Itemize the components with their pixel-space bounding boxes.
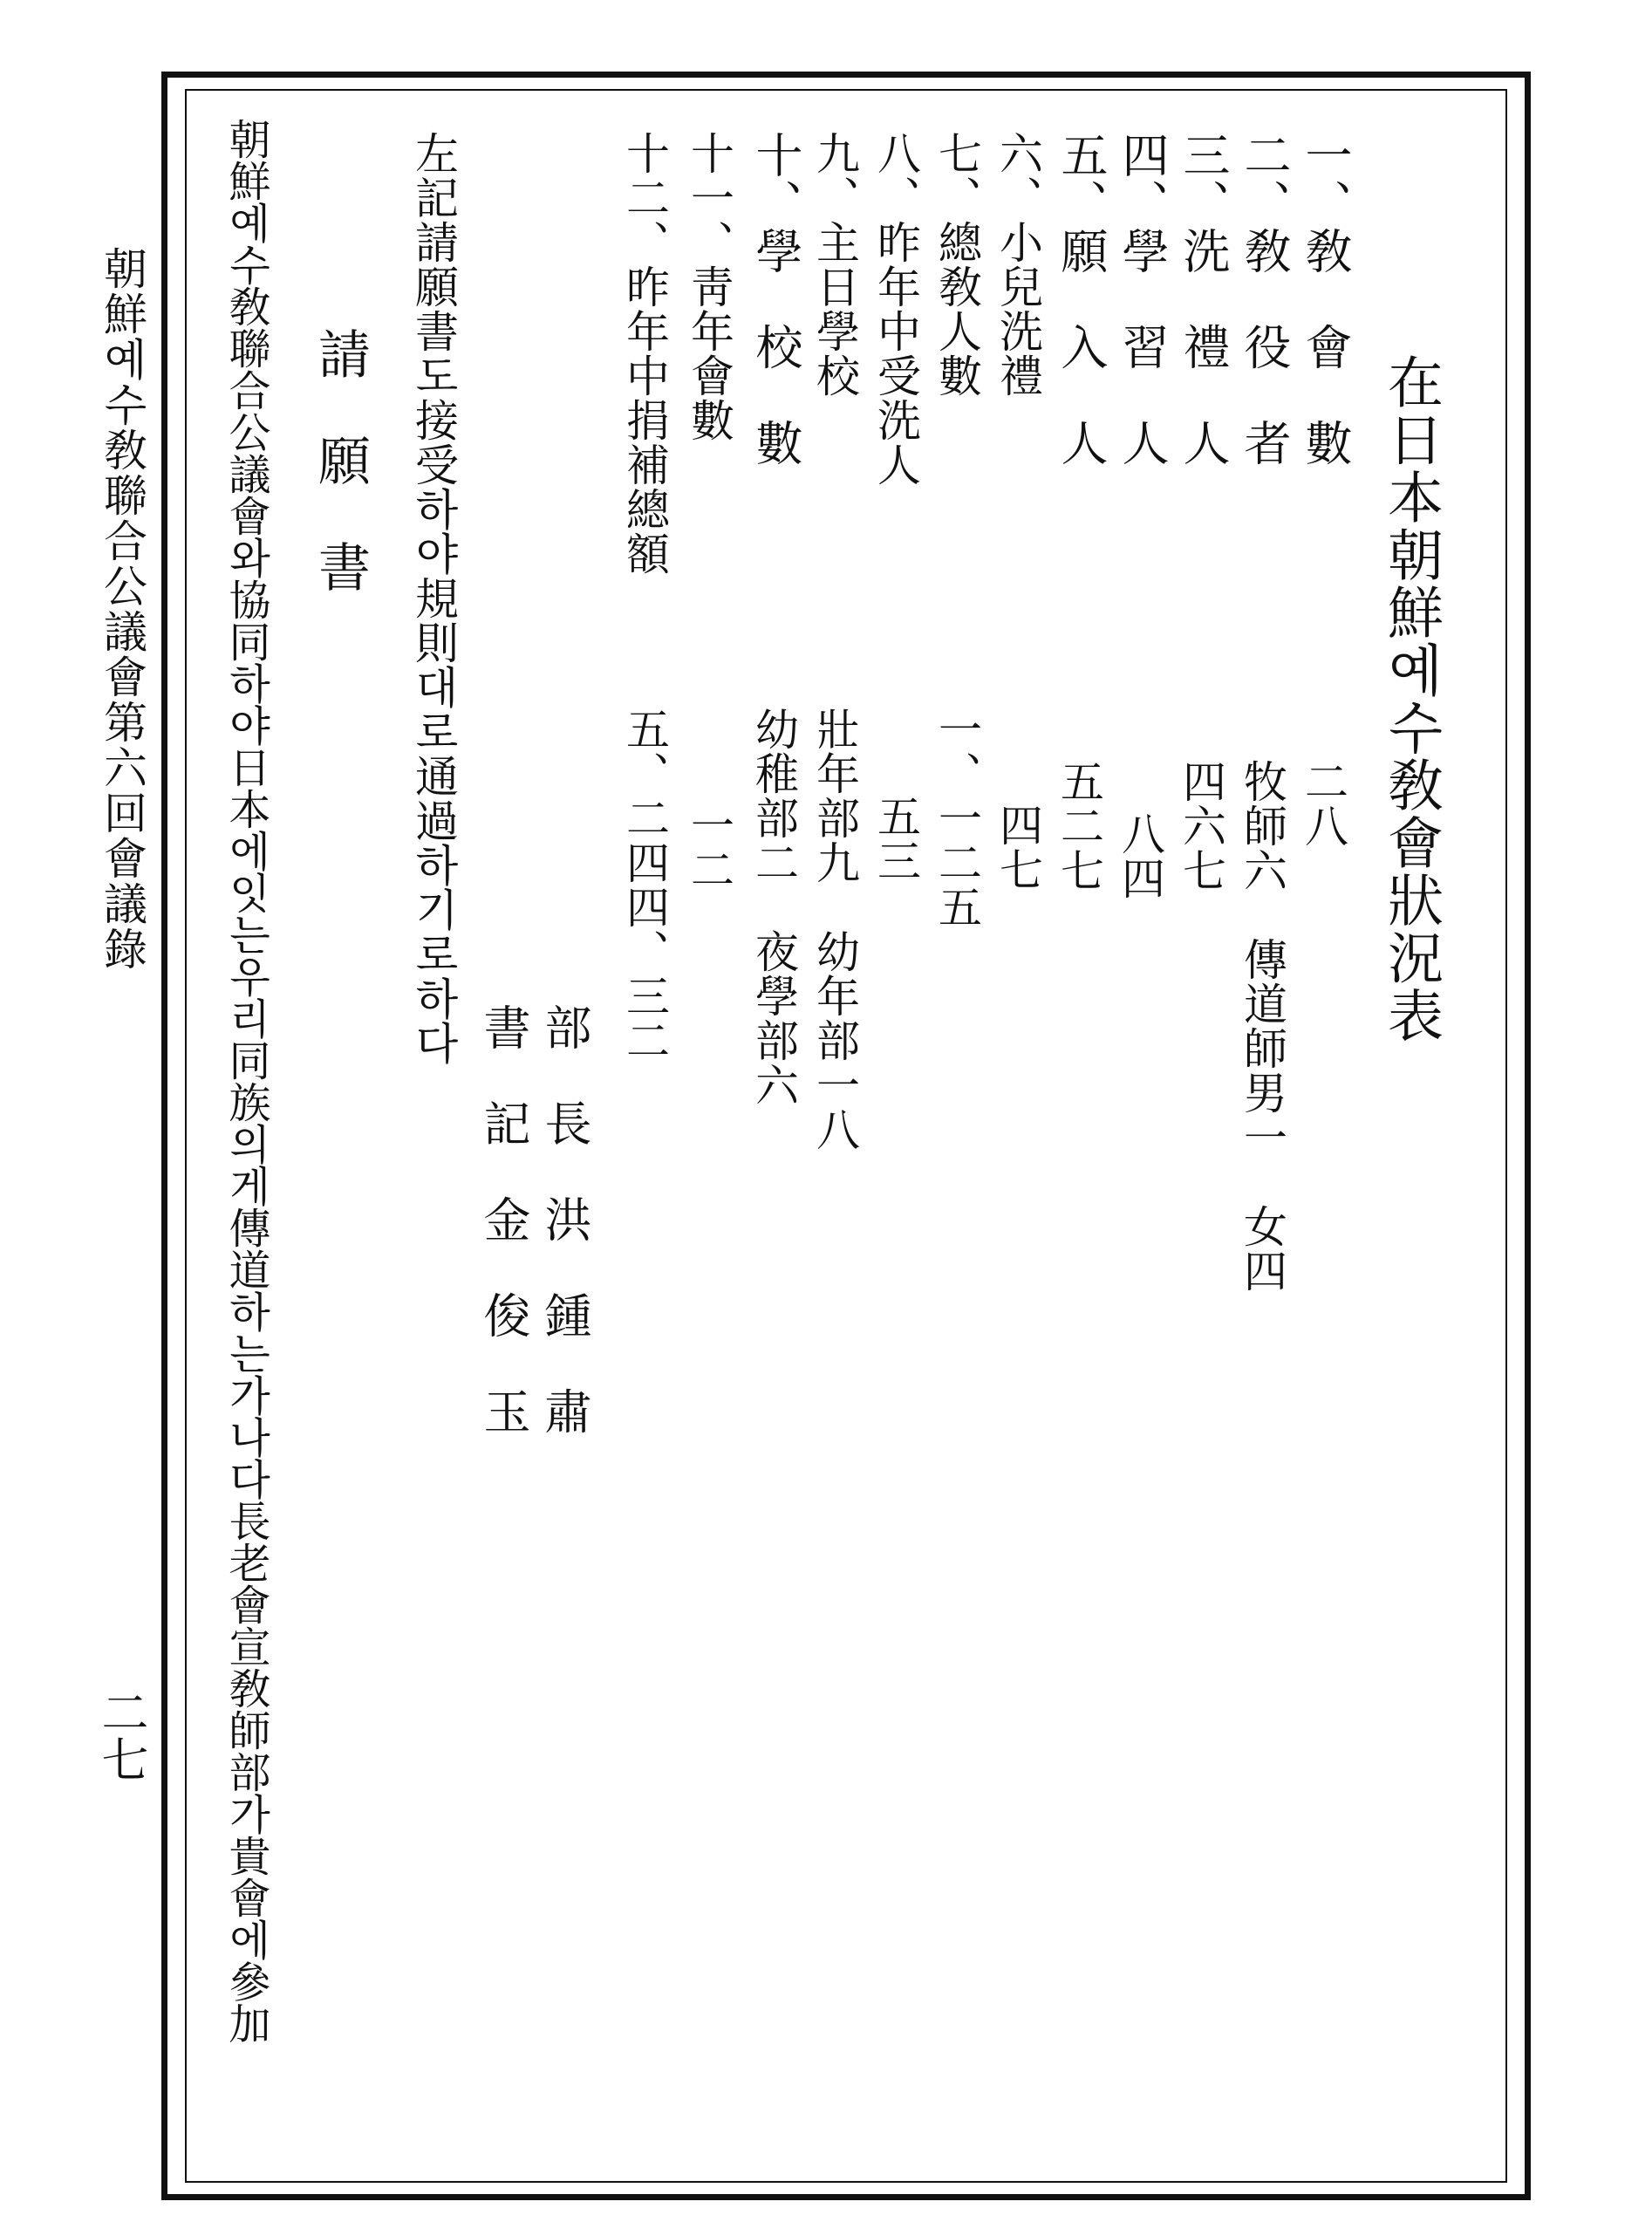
table-row-label: 十二、昨年中捐補總額	[619, 131, 670, 576]
table-row-value: 五三	[870, 794, 921, 883]
table-row-label: 十一、靑年會數	[684, 131, 734, 442]
running-head: 朝鮮예수敎聯合公議會第六回會議錄	[97, 246, 147, 972]
table-row-label: 四、學 習 人	[1115, 131, 1170, 467]
table-row-label: 三、洗 禮 人	[1176, 131, 1231, 467]
table-row-value: 五、二四四、三二	[619, 707, 670, 1063]
table-row-value: 牧師六 傳道師男一 女四	[1237, 759, 1287, 1293]
table-row-label: 九、主日學校	[809, 131, 860, 398]
table-row-label: 二、敎 役 者	[1237, 131, 1292, 467]
table-row-value: 五二七	[1054, 759, 1104, 892]
resolution-text: 左記請願書도接受하야規則대로通過하기로하다	[408, 131, 459, 1065]
table-row-label: 一、敎 會 數	[1298, 131, 1353, 467]
table-row-value: 壯年部九 幼年部一八	[809, 707, 860, 1152]
table-row-value: 幼稚部二 夜學部六	[748, 707, 799, 1107]
signature-secretary: 書 記 金 俊 玉	[476, 1003, 531, 1435]
table-row-value: 四七	[993, 803, 1043, 892]
table-row-value: 八四	[1115, 811, 1165, 900]
table-row-label: 十、學 校 數	[748, 131, 803, 467]
page-number: 二七	[94, 1688, 149, 1782]
table-row-value: 四六七	[1176, 759, 1226, 892]
petition-title: 請 願 書	[310, 327, 371, 593]
table-row-label: 八、昨年中受洗人	[870, 131, 921, 487]
table-title: 在日本朝鮮예수敎會狀況表	[1378, 353, 1443, 1044]
table-row-value: 一、一二五	[932, 707, 982, 929]
table-row-value: 一二	[684, 803, 734, 892]
signature-chief: 部 長 洪 鍾 肅	[537, 1003, 592, 1435]
table-row-label: 五、願 入 人	[1054, 131, 1109, 467]
table-row-label: 七、總敎人數	[932, 131, 982, 398]
table-row-value: 二八	[1298, 759, 1348, 848]
petition-text: 朝鮮예수敎聯合公議會와協同하야日本에잇는우리同族의게傳道하는가나다長老會宣敎師部가貴會에參加	[222, 118, 270, 2044]
table-row-label: 六、小兒洗禮	[993, 131, 1043, 398]
